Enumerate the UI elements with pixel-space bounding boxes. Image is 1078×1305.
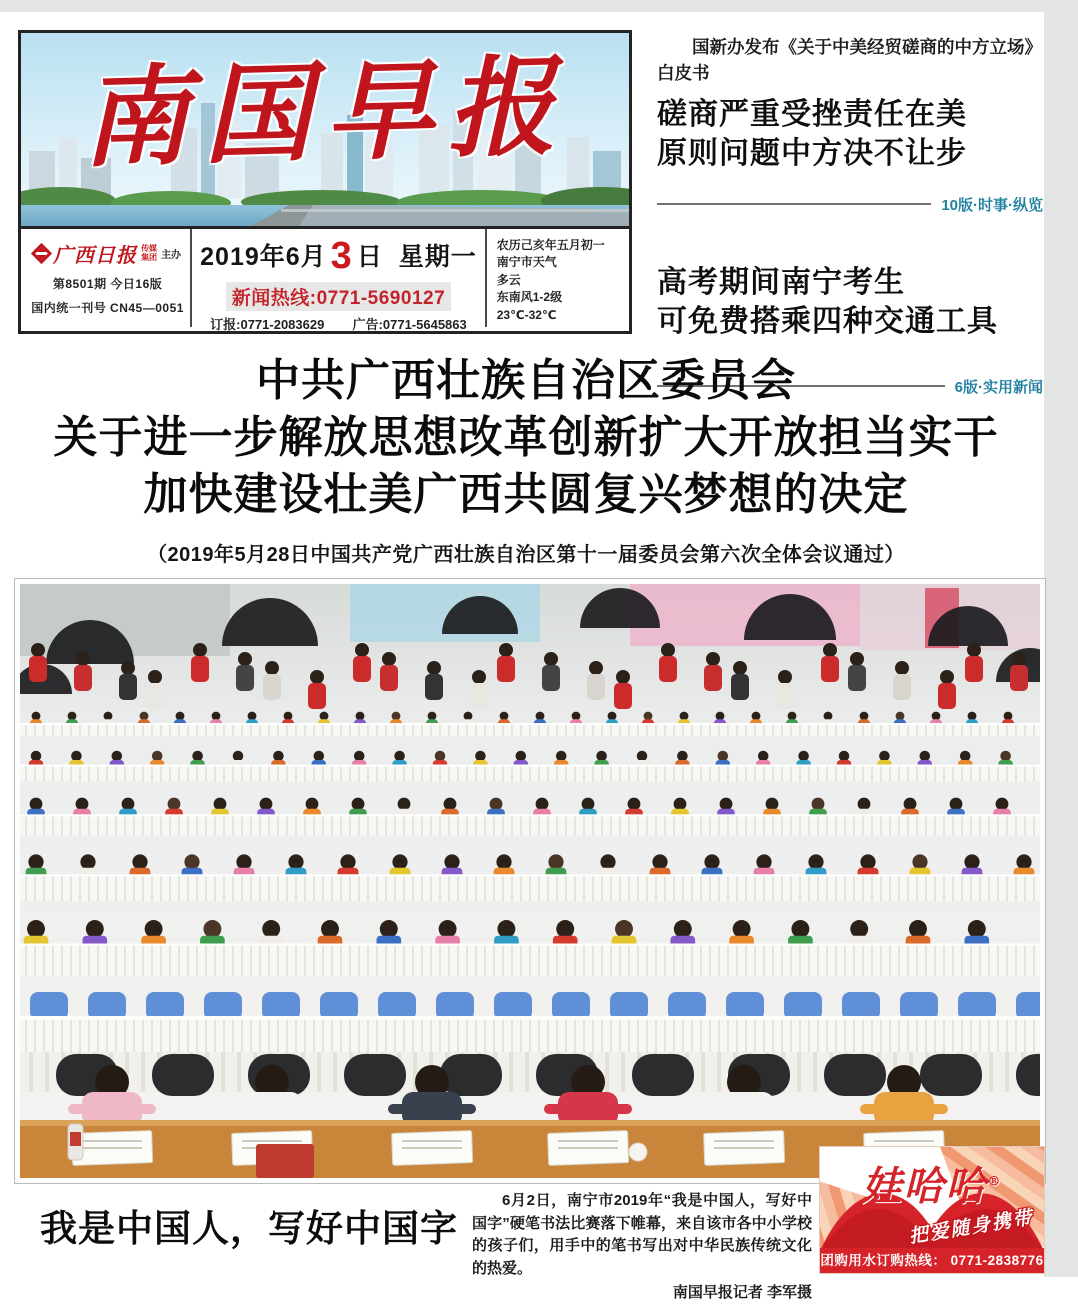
news-1-ref-row [657,194,1043,215]
divider-line [657,203,931,205]
photo-story-title: 我是中国人，写好中国字 [40,1208,458,1249]
date-day: 3 [330,235,353,277]
publisher-role: 主办 [161,250,182,261]
phone-numbers [200,314,477,333]
publisher-group-stack [141,245,157,263]
news-item-1 [657,34,1043,215]
wahaha-ad [820,1147,1044,1273]
ad-hotline: 团购用水订购热线： 0771-2838776 [820,1248,1044,1273]
masthead-info-row [21,229,629,332]
news-2-headline-2: 可免费搭乘四种交通工具 [657,305,998,339]
main-photo [20,584,1040,1178]
weather-temp: 23℃-32℃ [496,307,557,322]
weekday: 星期一 [398,243,477,271]
subscribe-phone: 订报:0771-2083629 [210,317,325,332]
headline-subline: （2019年5月28日中国共产党广西壮族自治区第十一届委员会第六次全体会议通过） [147,543,905,566]
publisher-stack-2: 集团 [141,252,158,262]
issn-number: 国内统一刊号 CN45—0051 [31,301,184,315]
ad-slogan: 把爱随身携带 [907,1207,1036,1248]
scan-edge-top [0,0,1078,12]
news-hotline: 新闻热线:0771-5690127 [226,282,451,311]
ad-brand-name [820,1155,1044,1212]
news-2-headline-1: 高考期间南宁考生 [657,265,905,299]
news-1-intro: 国新办发布《关于中美经贸磋商的中方立场》白皮书 [657,37,1042,84]
headline-line-2: 关于进一步解放思想改革创新扩大开放担当实干 [53,413,999,463]
photo-caption [472,1190,812,1305]
ad-brand-text: 娃哈哈 [861,1163,988,1210]
main-photo-frame [14,578,1046,1184]
headline-line-3: 加快建设壮美广西共圆复兴梦想的决定 [143,470,909,520]
date-prefix: 2019年6月 [200,243,327,271]
weather-wind: 东南风1-2级 [496,290,563,305]
issue-info: 第8501期 今日16版 [52,277,163,291]
date-block [192,229,485,332]
weather-city: 南宁市天气 [496,255,557,270]
lunar-date: 农历己亥年五月初一 [496,238,605,252]
masthead-skyline-photo [21,33,629,229]
publisher-name: 广西日报 [53,243,138,267]
publisher-stack-1: 传媒 [141,243,158,253]
caption-credit: 南国早报记者 李军摄 [672,1284,812,1301]
ad-registered-mark: ® [987,1174,1003,1190]
news-1-headline-1: 磋商严重受挫责任在美 [657,97,967,131]
right-news-column [657,34,1043,397]
publisher-logo [31,239,184,268]
scan-edge-right [1044,0,1078,1277]
date-line [200,235,477,278]
masthead [18,30,632,334]
publisher-diamond-icon [31,243,52,264]
newspaper-title: 南国早报 [79,43,571,183]
news-2-page-ref: 6版·实用新闻 [954,378,1043,396]
ad-phone: 广告:0771-5645863 [352,317,467,332]
date-suffix: 日 [356,243,383,271]
weather-condition: 多云 [496,272,521,287]
publisher-block [21,229,192,327]
weather-block [485,229,629,327]
main-headline-block [20,352,1032,604]
news-1-page-ref: 10版·时事·纵览 [941,196,1043,214]
news-1-headline-2: 原则问题中方决不让步 [657,137,967,171]
caption-text: 6月2日，南宁市2019年“我是中国人，写好中国字”硬笔书法比赛落下帷幕，来自该市各中小学校的孩子们，用手中的笔书写出对中华民族传统文化的热爱。 [472,1192,812,1277]
headline-line-1: 中共广西壮族自治区委员会 [256,356,796,405]
